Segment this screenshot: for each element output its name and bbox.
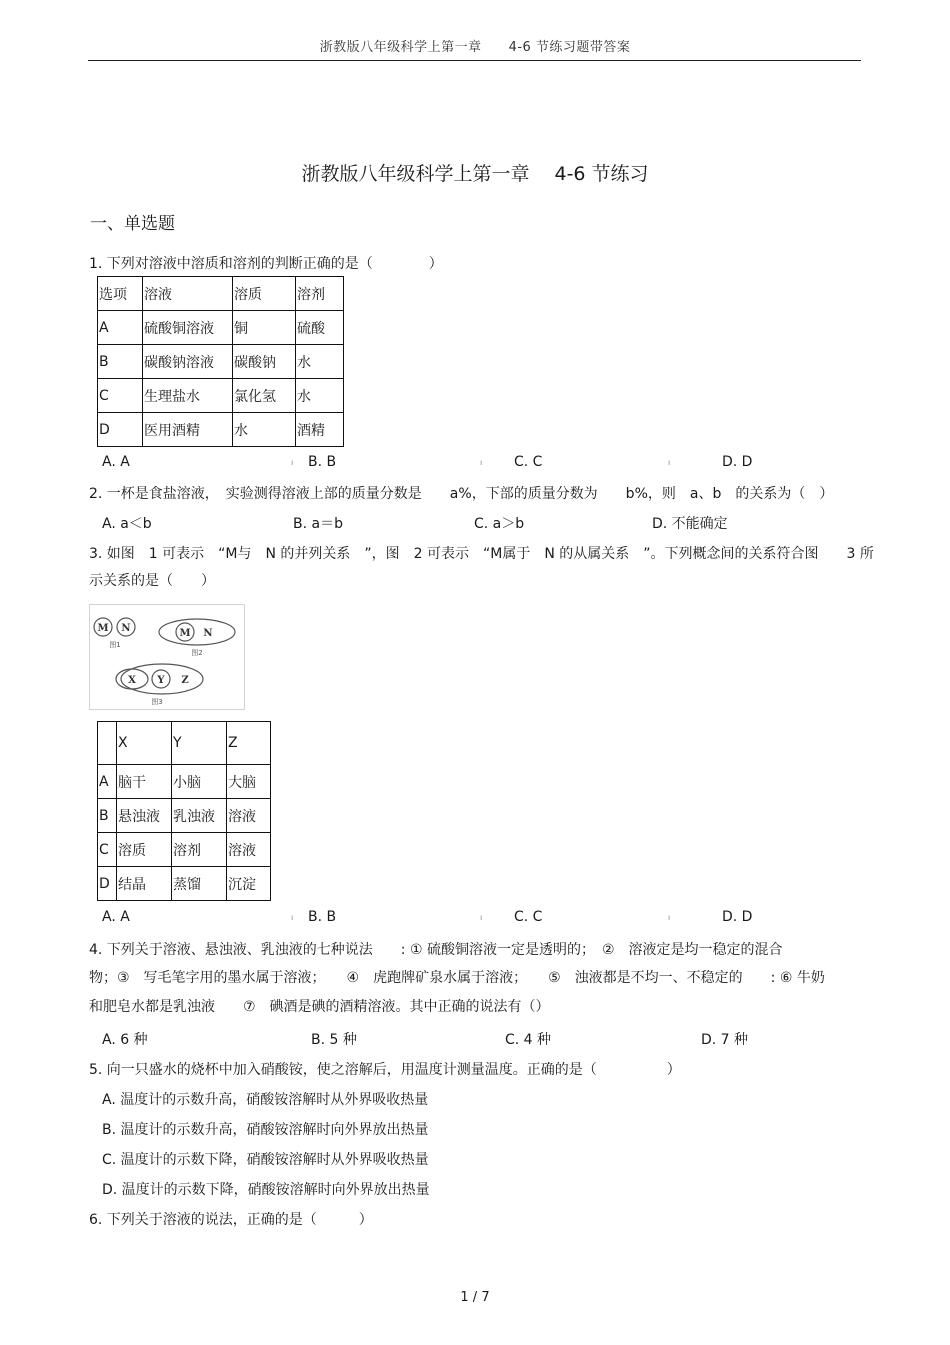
table-row	[98, 277, 344, 311]
table-cell: 碳酸钠溶液	[143, 345, 233, 379]
question-5-option-a[interactable]: A. 温度计的示数升高，硝酸铵溶解时从外界吸收热量	[102, 1092, 429, 1108]
table-cell: B	[98, 345, 143, 379]
separator-mark: ı	[480, 458, 483, 467]
question-3-option-c[interactable]: C. C	[514, 909, 543, 925]
table-cell: 沉淀	[227, 867, 271, 901]
question-4-stem-line-1: 4. 下列关于溶液、悬浊液、乳浊液的七种说法 : ① 硫酸铜溶液一定是透明的； ② 溶液定是均一稳定的混合	[89, 942, 783, 958]
figure-3-letter-x: X	[128, 675, 136, 686]
table-cell: 乳浊液	[172, 799, 227, 833]
table-cell: 铜	[233, 311, 296, 345]
question-3-table	[97, 721, 271, 901]
question-6-stem: 6. 下列关于溶液的说法，正确的是（ ）	[89, 1212, 373, 1228]
table-row	[98, 379, 344, 413]
table-row	[98, 413, 344, 447]
table-cell: 硫酸	[296, 311, 344, 345]
table-cell: 溶液	[227, 833, 271, 867]
table-row	[98, 799, 271, 833]
document-title: 浙教版八年级科学上第一章 4-6 节练习	[301, 163, 649, 185]
question-2-option-c[interactable]: C. a＞b	[474, 516, 525, 532]
question-3-option-a[interactable]: A. A	[102, 909, 130, 925]
table-cell: 生理盐水	[143, 379, 233, 413]
question-4-option-c[interactable]: C. 4 种	[505, 1032, 552, 1048]
question-3-option-b[interactable]: B. B	[308, 909, 337, 925]
question-4-option-d[interactable]: D. 7 种	[701, 1032, 749, 1048]
table-cell: 碳酸钠	[233, 345, 296, 379]
table-cell: Z	[227, 722, 271, 765]
table-cell: D	[98, 867, 117, 901]
table-cell: 水	[296, 379, 344, 413]
section-heading: 一、单选题	[90, 214, 175, 234]
table-row	[98, 765, 271, 799]
table-row	[98, 311, 344, 345]
question-3-figure	[89, 604, 245, 710]
question-2-option-d[interactable]: D. 不能确定	[652, 516, 728, 532]
question-3-option-d[interactable]: D. D	[722, 909, 753, 925]
table-cell: 悬浊液	[117, 799, 172, 833]
table-cell: 酒精	[296, 413, 344, 447]
table-cell: Y	[172, 722, 227, 765]
separator-mark: ı	[291, 913, 294, 922]
table-cell: C	[98, 379, 143, 413]
page-number: 1 / 7	[460, 1290, 490, 1305]
table-row	[98, 867, 271, 901]
question-4-stem-line-3: 和肥皂水都是乳浊液 ⑦ 碘酒是碘的酒精溶液。其中正确的说法有（）	[89, 999, 550, 1015]
question-1-option-a[interactable]: A. A	[102, 454, 130, 470]
question-1-option-d[interactable]: D. D	[722, 454, 753, 470]
page-header: 浙教版八年级科学上第一章 4-6 节练习题带答案	[319, 40, 631, 55]
figure-3-letter-z: Z	[181, 675, 189, 686]
table-row	[98, 345, 344, 379]
table-row	[98, 722, 271, 765]
question-1-stem: 1. 下列对溶液中溶质和溶剂的判断正确的是（ ）	[89, 256, 443, 272]
figure-1-label: 图1	[109, 641, 121, 649]
table-cell: 水	[233, 413, 296, 447]
separator-mark: ı	[668, 913, 671, 922]
figure-3-letter-y: Y	[157, 675, 165, 686]
table-cell: C	[98, 833, 117, 867]
table-cell: B	[98, 799, 117, 833]
table-cell: A	[98, 765, 117, 799]
table-cell: 结晶	[117, 867, 172, 901]
question-2-option-b[interactable]: B. a＝b	[293, 516, 343, 532]
figure-2-letter-n: N	[203, 628, 213, 639]
table-cell: 选项	[98, 277, 143, 311]
table-cell: A	[98, 311, 143, 345]
question-5-stem: 5. 向一只盛水的烧杯中加入硝酸铵，使之溶解后，用温度计测量温度。正确的是（ ）	[89, 1062, 681, 1078]
table-cell: X	[117, 722, 172, 765]
question-3-stem-line-1: 3. 如图 1 可表示 “M与 N 的并列关系 ”，图 2 可表示 “M属于 N 的从属关系 ”。下列概念间的关系符合图 3 所	[89, 546, 874, 562]
question-2-option-a[interactable]: A. a＜b	[102, 516, 152, 532]
table-cell: 脑干	[117, 765, 172, 799]
table-cell: 水	[296, 345, 344, 379]
separator-mark: ı	[291, 458, 294, 467]
table-cell: 大脑	[227, 765, 271, 799]
separator-mark: ı	[480, 913, 483, 922]
figure-2-label: 图2	[191, 649, 203, 657]
question-5-option-d[interactable]: D. 温度计的示数下降，硝酸铵溶解时向外界放出热量	[102, 1182, 430, 1198]
table-cell: 溶剂	[296, 277, 344, 311]
table-cell: 溶液	[227, 799, 271, 833]
question-4-option-b[interactable]: B. 5 种	[311, 1032, 357, 1048]
table-cell: 小脑	[172, 765, 227, 799]
question-4-stem-line-2: 物；③ 写毛笔字用的墨水属于溶液； ④ 虎跑牌矿泉水属于溶液； ⑤ 浊液都是不均一、不稳定的 : ⑥ 牛奶	[89, 970, 825, 986]
figure-1-letter-m: M	[97, 623, 109, 634]
question-3-stem-line-2: 示关系的是（ ）	[89, 573, 215, 589]
question-1-option-b[interactable]: B. B	[308, 454, 337, 470]
table-cell: 蒸馏	[172, 867, 227, 901]
table-cell: 医用酒精	[143, 413, 233, 447]
table-cell: 溶质	[233, 277, 296, 311]
question-4-option-a[interactable]: A. 6 种	[102, 1032, 148, 1048]
question-2-stem: 2. 一杯是食盐溶液， 实验测得溶液上部的质量分数是 a%，下部的质量分数为 b%，则 a、b 的关系为（ ）	[89, 486, 834, 502]
table-cell: D	[98, 413, 143, 447]
question-5-option-c[interactable]: C. 温度计的示数下降，硝酸铵溶解时从外界吸收热量	[102, 1152, 429, 1168]
table-row	[98, 833, 271, 867]
separator-mark: ı	[668, 458, 671, 467]
table-cell: 溶液	[143, 277, 233, 311]
figure-1-letter-n: N	[121, 623, 131, 634]
table-cell: 硫酸铜溶液	[143, 311, 233, 345]
table-cell: 溶剂	[172, 833, 227, 867]
table-cell: 溶质	[117, 833, 172, 867]
header-divider	[88, 60, 861, 61]
figure-2-letter-m: M	[179, 628, 191, 639]
question-1-table	[97, 276, 344, 447]
question-5-option-b[interactable]: B. 温度计的示数升高，硝酸铵溶解时向外界放出热量	[102, 1122, 429, 1138]
table-cell	[98, 722, 117, 765]
table-cell: 氯化氢	[233, 379, 296, 413]
question-1-option-c[interactable]: C. C	[514, 454, 543, 470]
figure-3-label: 图3	[151, 698, 163, 706]
